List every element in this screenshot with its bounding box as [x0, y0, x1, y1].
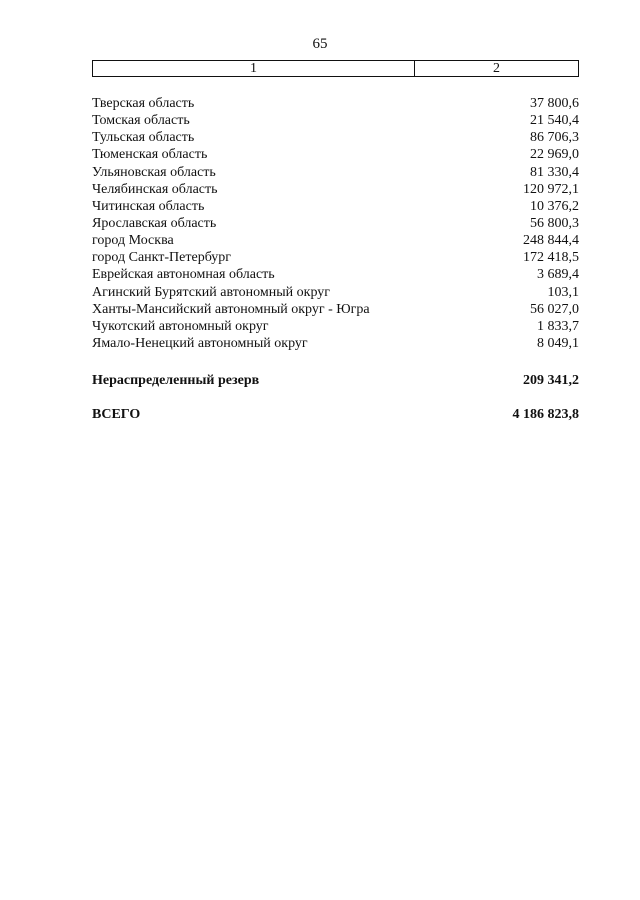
region-value: 37 800,6	[530, 96, 579, 111]
region-value: 103,1	[547, 284, 579, 300]
column-header-2: 2	[493, 61, 500, 76]
region-name: Ямало-Ненецкий автономный округ	[92, 335, 308, 351]
region-name: город Москва	[92, 233, 174, 249]
region-value: 120 972,1	[523, 181, 579, 197]
region-name: Читинская область	[92, 198, 205, 214]
table-row	[92, 129, 579, 146]
reserve-row	[92, 372, 579, 389]
region-name: Тверская область	[92, 96, 195, 111]
region-value: 21 540,4	[530, 113, 579, 129]
region-name: Тульская область	[92, 130, 195, 146]
table-row	[92, 249, 579, 266]
table-row	[92, 164, 579, 181]
table-row	[92, 301, 579, 318]
table-row	[92, 266, 579, 283]
region-name: Томская область	[92, 113, 190, 129]
reserve-label: Нераспределенный резерв	[92, 373, 260, 388]
region-list	[92, 95, 579, 352]
region-name: Еврейская автономная область	[92, 267, 275, 283]
column-header-1: 1	[93, 61, 415, 76]
region-value: 3 689,4	[537, 267, 579, 283]
region-value: 22 969,0	[530, 147, 579, 163]
total-value: 4 186 823,8	[512, 407, 579, 422]
total-label: ВСЕГО	[92, 407, 141, 422]
region-value: 8 049,1	[537, 335, 579, 351]
page-number: 65	[312, 36, 328, 52]
region-value: 1 833,7	[537, 318, 579, 334]
region-value: 248 844,4	[523, 233, 579, 249]
region-value: 56 800,3	[530, 215, 579, 231]
table-row	[92, 335, 579, 352]
table-row	[92, 284, 579, 301]
region-value: 86 706,3	[530, 130, 579, 146]
region-name: Агинский Бурятский автономный округ	[92, 284, 330, 300]
region-name: Ханты-Мансийский автономный округ - Югра	[92, 301, 370, 317]
table-row	[92, 232, 579, 249]
table-row	[92, 112, 579, 129]
region-value: 10 376,2	[530, 198, 579, 214]
region-name: Ярославская область	[92, 215, 217, 231]
region-name: Челябинская область	[92, 181, 218, 197]
reserve-value: 209 341,2	[523, 373, 579, 388]
region-name: Тюменская область	[92, 147, 208, 163]
region-name: Ульяновская область	[92, 164, 216, 180]
table-row	[92, 181, 579, 198]
table-row	[92, 318, 579, 335]
column-header-table	[92, 60, 579, 77]
table-row	[92, 146, 579, 163]
region-name: город Санкт-Петербург	[92, 250, 232, 266]
region-name: Чукотский автономный округ	[92, 318, 269, 334]
region-value: 172 418,5	[523, 250, 579, 266]
table-row	[92, 95, 579, 112]
region-value: 81 330,4	[530, 164, 579, 180]
table-row	[92, 215, 579, 232]
region-value: 56 027,0	[530, 301, 579, 317]
total-row	[92, 406, 579, 423]
table-row	[92, 198, 579, 215]
